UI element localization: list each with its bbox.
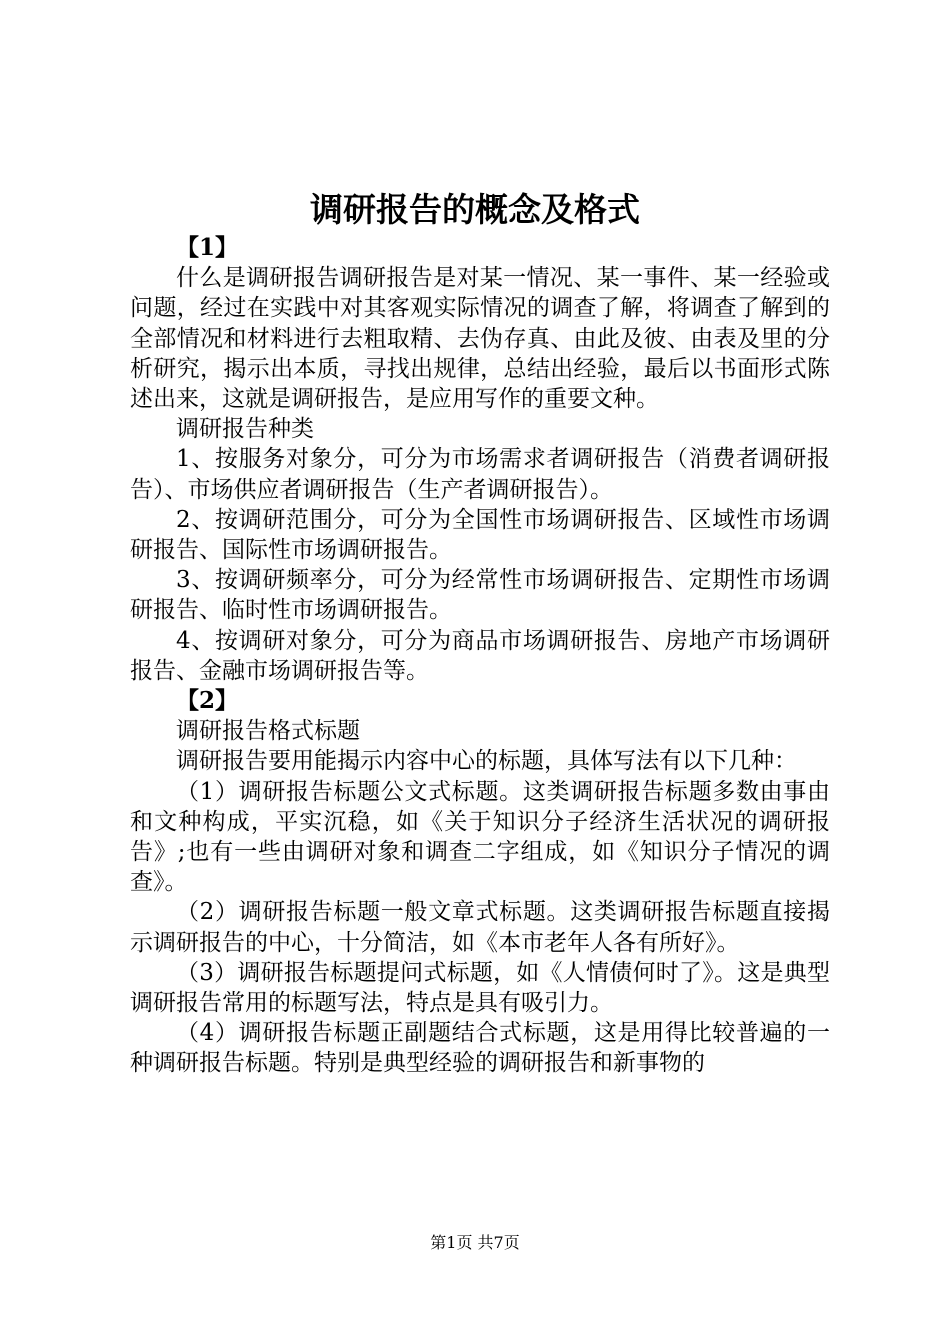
page-footer: 第1页 共7页 bbox=[430, 1233, 520, 1252]
paragraph-title-style-3: （3）调研报告标题提问式标题，如《人情债何时了》。这是典型调研报告常用的标题写法，特点是具有吸引力。 bbox=[130, 959, 830, 1017]
paragraph-format-intro: 调研报告要用能揭示内容中心的标题，具体写法有以下几种： bbox=[176, 748, 797, 775]
document-body bbox=[130, 233, 830, 1079]
paragraph-title-style-1: （1）调研报告标题公文式标题。这类调研报告标题多数由事由和文种构成，平实沉稳，如《关于知识分子经济生活状况的调研报告》;也有一些由调研对象和调查二字组成，如《知识分子情况的调查》。 bbox=[130, 778, 830, 896]
paragraph-type-2: 2、按调研范围分，可分为全国性市场调研报告、区域性市场调研报告、国际性市场调研报告。 bbox=[130, 506, 830, 564]
paragraph-format-heading: 调研报告格式标题 bbox=[176, 718, 360, 745]
section-marker-1: 【1】 bbox=[176, 234, 239, 261]
section-marker-2: 【2】 bbox=[176, 687, 239, 715]
paragraph-types-heading: 调研报告种类 bbox=[176, 416, 314, 443]
paragraph-definition: 什么是调研报告调研报告是对某一情况、某一事件、某一经验或问题，经过在实践中对其客观实际情况的调查了解，将调查了解到的全部情况和材料进行去粗取精、去伪存真、由此及彼、由表及里的分析研究，揭示出本质，寻找出规律，总结出经验，最后以书面形式陈述出来，这就是调研报告，是应用写作的重要文种。 bbox=[130, 265, 830, 413]
paragraph-type-1: 1、按服务对象分，可分为市场需求者调研报告（消费者调研报告）、市场供应者调研报告（生产者调研报告）。 bbox=[130, 446, 830, 503]
paragraph-type-3: 3、按调研频率分，可分为经常性市场调研报告、定期性市场调研报告、临时性市场调研报告。 bbox=[130, 567, 830, 624]
document-title: 调研报告的概念及格式 bbox=[310, 190, 640, 229]
paragraph-type-4: 4、按调研对象分，可分为商品市场调研报告、房地产市场调研报告、金融市场调研报告等。 bbox=[130, 627, 830, 684]
paragraph-title-style-2: （2）调研报告标题一般文章式标题。这类调研报告标题直接揭示调研报告的中心，十分简洁，如《本市老年人各有所好》。 bbox=[130, 899, 830, 956]
paragraph-title-style-4: （4）调研报告标题正副题结合式标题，这是用得比较普遍的一种调研报告标题。特别是典型经验的调研报告和新事物的 bbox=[130, 1020, 830, 1077]
